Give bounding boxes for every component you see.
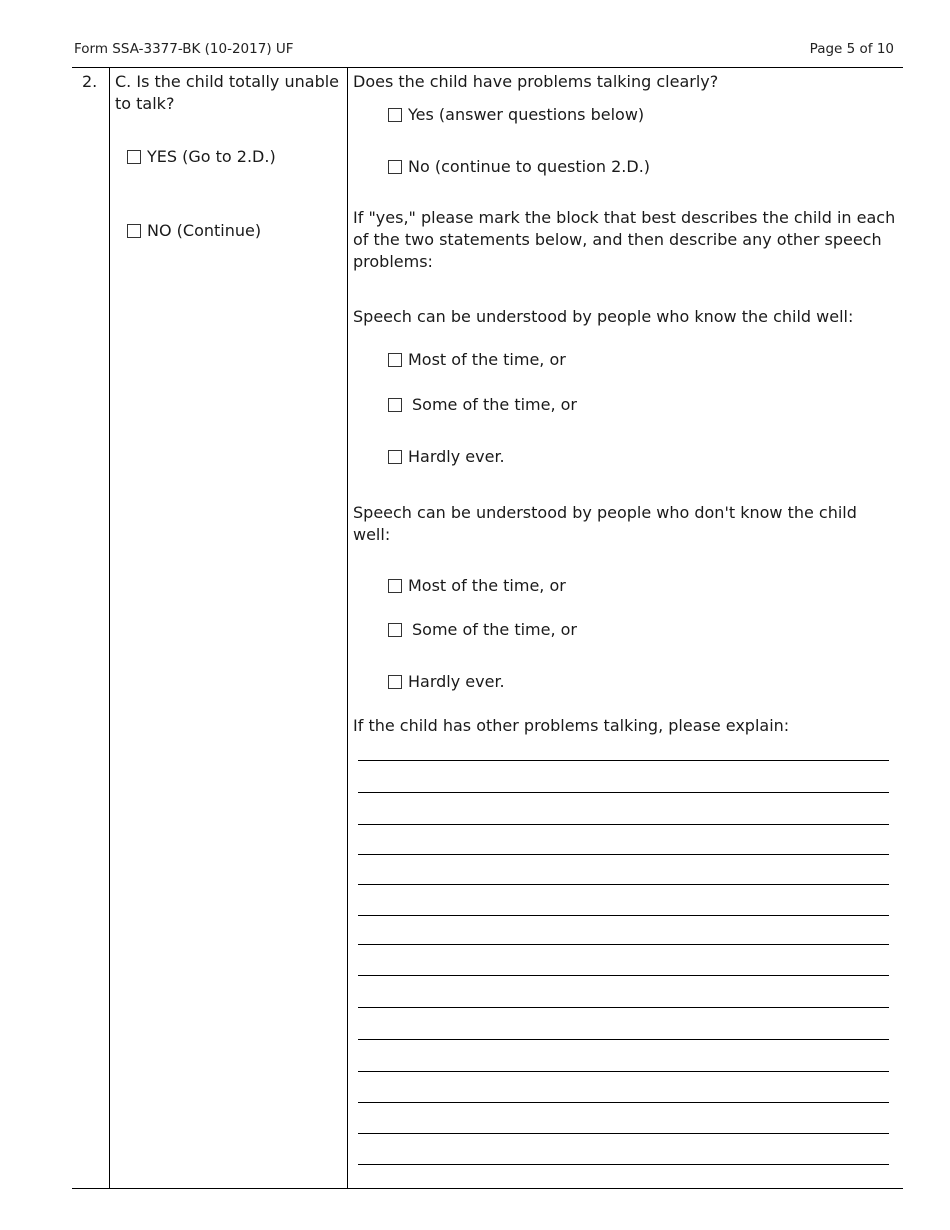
answer-line[interactable] [358,944,889,945]
unknown-hardly-checkbox[interactable] [388,675,402,689]
speech-no-checkbox[interactable] [388,160,402,174]
unknown-some-checkbox[interactable] [388,623,402,637]
known-statement: Speech can be understood by people who know the child well: [353,307,854,326]
known-some-checkbox[interactable] [388,398,402,412]
unknown-most-label: Most of the time, or [408,576,566,595]
known-some-label: Some of the time, or [412,395,577,414]
answer-line[interactable] [358,1071,889,1072]
answer-line[interactable] [358,1102,889,1103]
column-divider [109,68,110,1188]
speech-yes-option[interactable] [388,105,644,124]
known-most-checkbox[interactable] [388,353,402,367]
answer-line[interactable] [358,1007,889,1008]
answer-line[interactable] [358,1164,889,1165]
answer-line[interactable] [358,915,889,916]
column-divider [347,68,348,1188]
answer-line[interactable] [358,854,889,855]
known-hardly-option[interactable] [388,447,505,466]
known-some-option[interactable] [388,395,577,414]
speech-yes-label: Yes (answer questions below) [408,105,645,124]
question-text: C. Is the child totally unable to talk? [115,72,340,113]
yes-option[interactable] [127,147,276,166]
known-most-label: Most of the time, or [408,350,566,369]
unknown-most-option[interactable] [388,576,566,595]
unknown-hardly-label: Hardly ever. [408,672,505,691]
answer-line[interactable] [358,884,889,885]
yes-checkbox[interactable] [127,150,141,164]
explain-prompt: If the child has other problems talking, please explain: [353,716,790,735]
form-id: Form SSA-3377-BK (10-2017) UF [74,41,294,57]
page-header [74,41,894,61]
no-checkbox[interactable] [127,224,141,238]
speech-question: Does the child have problems talking clearly? [353,72,719,91]
known-most-option[interactable] [388,350,566,369]
unknown-most-checkbox[interactable] [388,579,402,593]
known-hardly-label: Hardly ever. [408,447,505,466]
speech-no-label: No (continue to question 2.D.) [408,157,651,176]
no-option-label: NO (Continue) [147,221,262,240]
answer-line[interactable] [358,824,889,825]
answer-line[interactable] [358,792,889,793]
known-hardly-checkbox[interactable] [388,450,402,464]
question-table [72,67,903,1189]
unknown-some-option[interactable] [388,620,577,639]
yes-option-label: YES (Go to 2.D.) [147,147,276,166]
answer-line[interactable] [358,1133,889,1134]
answer-line[interactable] [358,760,889,761]
speech-yes-checkbox[interactable] [388,108,402,122]
page-number: Page 5 of 10 [809,41,894,57]
speech-instructions: If "yes," please mark the block that best describes the child in each of the two statements below, and then describe any other speech problems: [353,208,896,271]
answer-line[interactable] [358,975,889,976]
speech-no-option[interactable] [388,157,650,176]
question-number: 2. [82,72,98,91]
answer-line[interactable] [358,1039,889,1040]
unknown-statement: Speech can be understood by people who don't know the child well: [353,503,857,544]
unknown-some-label: Some of the time, or [412,620,577,639]
no-option[interactable] [127,221,261,240]
unknown-hardly-option[interactable] [388,672,505,691]
